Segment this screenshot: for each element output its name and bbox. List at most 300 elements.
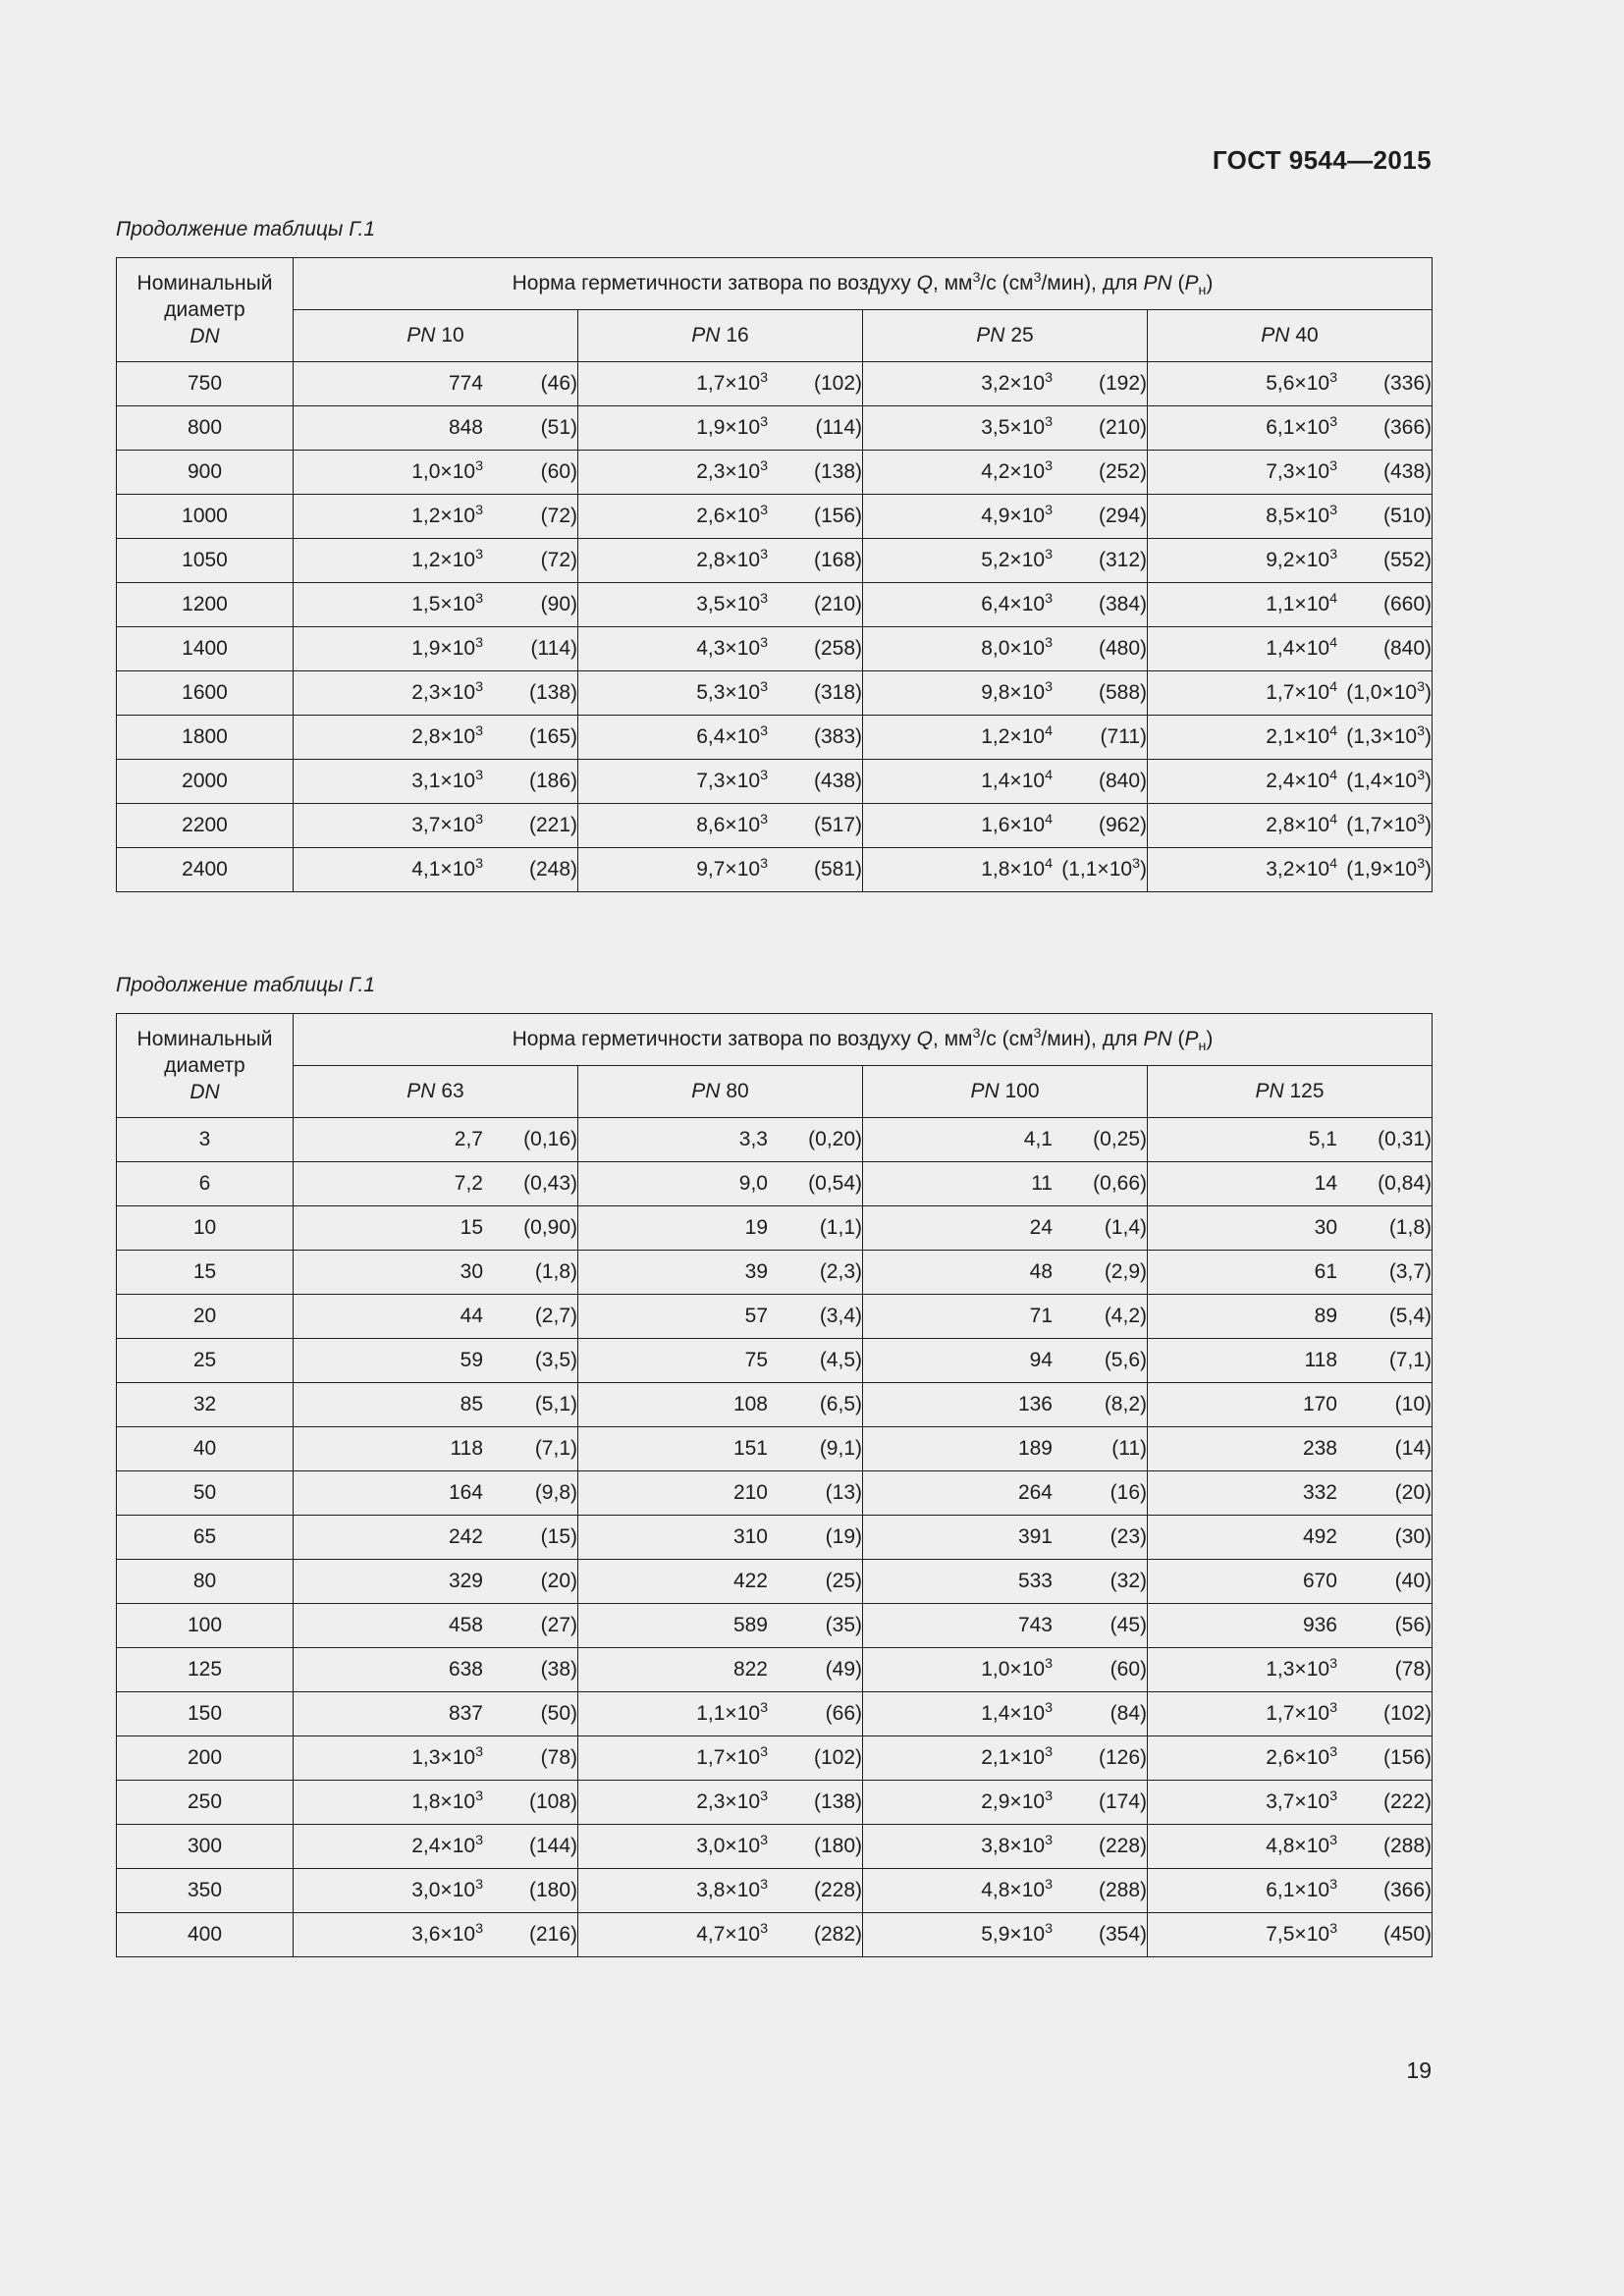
cell-leak-rate (863, 1560, 1148, 1604)
table-row (117, 1383, 1433, 1427)
value-cm3min: (5,4) (1388, 1305, 1432, 1327)
table-row (117, 848, 1433, 892)
value-cm3min: (1,8) (1388, 1216, 1432, 1239)
value-mm3s: 492 (1302, 1525, 1337, 1548)
value-cm3min: (45) (1110, 1614, 1147, 1636)
cell-leak-rate (863, 406, 1148, 451)
value-cm3min: (56) (1394, 1614, 1432, 1636)
cell-leak-rate (1148, 1251, 1433, 1295)
cell-leak-rate (863, 1692, 1148, 1736)
value-cm3min: (0,25) (1093, 1128, 1147, 1150)
header-pn-1 (578, 310, 863, 362)
cell-leak-rate (294, 406, 578, 451)
cell-leak-rate (1148, 362, 1433, 406)
value-mm3s: $2,8\times 10^3$ (696, 547, 768, 571)
value-cm3min: (7,1) (534, 1437, 577, 1460)
value-mm3s: $4,9\times 10^3$ (981, 503, 1053, 527)
value-cm3min: (114) (530, 637, 577, 660)
value-cm3min: (84) (1110, 1702, 1147, 1725)
pn-value: 63 (435, 1080, 464, 1102)
value-cm3min: (510) (1382, 505, 1432, 527)
header-dn-line2: диаметр (164, 1053, 245, 1077)
span-pn: PN (1143, 1028, 1172, 1050)
table-row (117, 362, 1433, 406)
table-2-header (117, 1014, 1433, 1118)
cell-leak-rate (578, 583, 863, 627)
cell-leak-rate (1148, 1383, 1433, 1427)
header-dn-symbol: DN (189, 325, 220, 348)
pn-label: PN (1261, 324, 1290, 347)
value-cm3min: (660) (1382, 593, 1432, 615)
value-mm3s: $2,6\times 10^3$ (1266, 1744, 1337, 1769)
cell-nominal-diameter: 350 (117, 1869, 294, 1913)
cell-nominal-diameter: 65 (117, 1516, 294, 1560)
table-row (117, 583, 1433, 627)
value-cm3min: (126) (1098, 1746, 1147, 1769)
cell-leak-rate (1148, 1427, 1433, 1471)
cell-leak-rate (578, 1251, 863, 1295)
cell-leak-rate (294, 760, 578, 804)
cell-leak-rate (578, 671, 863, 716)
cell-leak-rate (294, 1736, 578, 1781)
cell-leak-rate (294, 495, 578, 539)
cell-leak-rate (1148, 716, 1433, 760)
cell-leak-rate (578, 1825, 863, 1869)
value-mm3s: $3,7\times 10^3$ (1266, 1789, 1337, 1813)
span-mid1: , мм (932, 272, 973, 294)
value-mm3s: $1,4\times 10^3$ (981, 1700, 1053, 1725)
value-cm3min: (50) (540, 1702, 577, 1725)
value-cm3min: $(1,3\times 10^3)$ (1346, 723, 1432, 748)
value-mm3s: 310 (732, 1525, 768, 1548)
value-mm3s: $1,4\times 10^4$ (1266, 635, 1337, 660)
cell-leak-rate (578, 1869, 863, 1913)
cell-nominal-diameter: 25 (117, 1339, 294, 1383)
cell-nominal-diameter: 250 (117, 1781, 294, 1825)
cell-leak-rate (578, 848, 863, 892)
value-mm3s: $3,8\times 10^3$ (981, 1833, 1053, 1857)
cell-leak-rate (1148, 1913, 1433, 1957)
value-mm3s: $1,0\times 10^3$ (981, 1656, 1053, 1681)
value-cm3min: (0,20) (808, 1128, 862, 1150)
value-cm3min: (438) (1382, 460, 1432, 483)
value-cm3min: (216) (528, 1923, 577, 1946)
span-q: Q (916, 1028, 933, 1050)
value-cm3min: (2,3) (819, 1260, 862, 1283)
value-cm3min: (156) (813, 505, 862, 527)
value-mm3s: $1,2\times 10^3$ (411, 547, 483, 571)
table-row (117, 1913, 1433, 1957)
value-cm3min: (51) (540, 416, 577, 439)
value-mm3s: $2,1\times 10^4$ (1266, 723, 1337, 748)
table-row (117, 804, 1433, 848)
value-mm3s: $4,2\times 10^3$ (981, 458, 1053, 483)
cell-leak-rate (863, 362, 1148, 406)
span-open: ( (1171, 272, 1185, 294)
value-mm3s: 936 (1302, 1614, 1337, 1636)
cell-leak-rate (863, 1251, 1148, 1295)
table-row (117, 1692, 1433, 1736)
cell-leak-rate (294, 1471, 578, 1516)
value-mm3s: $2,8\times 10^3$ (411, 723, 483, 748)
cell-leak-rate (1148, 627, 1433, 671)
value-cm3min: (3,5) (534, 1349, 577, 1371)
value-cm3min: (366) (1382, 1879, 1432, 1901)
value-mm3s: $7,5\times 10^3$ (1266, 1921, 1337, 1946)
value-mm3s: $2,8\times 10^4$ (1266, 812, 1337, 836)
value-mm3s: $9,2\times 10^3$ (1266, 547, 1337, 571)
cell-nominal-diameter: 1050 (117, 539, 294, 583)
value-cm3min: (8,2) (1104, 1393, 1147, 1415)
value-mm3s: $8,5\times 10^3$ (1266, 503, 1337, 527)
cell-leak-rate (294, 539, 578, 583)
pn-value: 100 (999, 1080, 1040, 1102)
value-cm3min: (0,31) (1378, 1128, 1432, 1150)
value-mm3s: $3,8\times 10^3$ (696, 1877, 768, 1901)
value-mm3s: $1,9\times 10^3$ (696, 414, 768, 439)
value-cm3min: (210) (813, 593, 862, 615)
value-cm3min: (180) (813, 1835, 862, 1857)
value-cm3min: (711) (1100, 725, 1147, 748)
value-mm3s: $9,8\times 10^3$ (981, 679, 1053, 704)
pn-label: PN (691, 1080, 721, 1102)
value-mm3s: $2,1\times 10^3$ (981, 1744, 1053, 1769)
cell-leak-rate (578, 804, 863, 848)
header-pn-0 (294, 1066, 578, 1118)
cell-nominal-diameter: 10 (117, 1206, 294, 1251)
value-cm3min: (32) (1110, 1570, 1147, 1592)
value-cm3min: (0,90) (523, 1216, 577, 1239)
value-mm3s: $2,3\times 10^3$ (411, 679, 483, 704)
value-cm3min: (2,7) (534, 1305, 577, 1327)
value-mm3s: $3,5\times 10^3$ (696, 591, 768, 615)
value-mm3s: 85 (460, 1393, 483, 1415)
cell-nominal-diameter: 400 (117, 1913, 294, 1957)
value-cm3min: (2,9) (1104, 1260, 1147, 1283)
value-mm3s: $1,3\times 10^3$ (411, 1744, 483, 1769)
pn-label: PN (406, 324, 436, 347)
cell-leak-rate (1148, 583, 1433, 627)
table-row (117, 1471, 1433, 1516)
value-mm3s: $2,6\times 10^3$ (696, 503, 768, 527)
table-row (117, 495, 1433, 539)
value-cm3min: (27) (540, 1614, 577, 1636)
value-cm3min: (222) (1382, 1790, 1432, 1813)
value-cm3min: (5,6) (1104, 1349, 1147, 1371)
value-cm3min: (354) (1098, 1923, 1147, 1946)
cell-leak-rate (1148, 1736, 1433, 1781)
value-cm3min: (0,43) (523, 1172, 577, 1195)
value-mm3s: 61 (1314, 1260, 1337, 1283)
table-1-body (117, 362, 1433, 892)
value-mm3s: $6,1\times 10^3$ (1266, 1877, 1337, 1901)
cell-leak-rate (578, 1339, 863, 1383)
table-row (117, 451, 1433, 495)
value-mm3s: $2,9\times 10^3$ (981, 1789, 1053, 1813)
cell-leak-rate (1148, 1604, 1433, 1648)
value-cm3min: $(1,7\times 10^3)$ (1346, 812, 1432, 836)
cell-leak-rate (578, 362, 863, 406)
value-mm3s: $1,0\times 10^3$ (411, 458, 483, 483)
cell-leak-rate (294, 1648, 578, 1692)
pn-value: 25 (1004, 324, 1034, 347)
cell-leak-rate (294, 1251, 578, 1295)
value-cm3min: (49) (825, 1658, 862, 1681)
value-mm3s: 94 (1029, 1349, 1053, 1371)
span-sup1: 3 (972, 1026, 981, 1041)
cell-leak-rate (294, 1295, 578, 1339)
value-mm3s: 11 (1031, 1172, 1053, 1195)
value-cm3min: (180) (528, 1879, 577, 1901)
value-cm3min: (581) (813, 858, 862, 881)
span-open: ( (1171, 1028, 1185, 1050)
cell-leak-rate (578, 1736, 863, 1781)
value-cm3min: (1,4) (1104, 1216, 1147, 1239)
cell-leak-rate (1148, 848, 1433, 892)
value-cm3min: (962) (1098, 814, 1147, 836)
value-cm3min: (46) (540, 372, 577, 395)
cell-leak-rate (294, 451, 578, 495)
value-mm3s: 5,1 (1308, 1128, 1337, 1150)
value-mm3s: 422 (732, 1570, 768, 1592)
value-mm3s: $6,1\times 10^3$ (1266, 414, 1337, 439)
cell-leak-rate (863, 1339, 1148, 1383)
value-cm3min: (552) (1382, 549, 1432, 571)
value-cm3min: (6,5) (819, 1393, 862, 1415)
value-cm3min: (66) (825, 1702, 862, 1725)
value-mm3s: 57 (744, 1305, 768, 1327)
cell-leak-rate (1148, 1692, 1433, 1736)
cell-leak-rate (294, 716, 578, 760)
value-cm3min: (1,8) (534, 1260, 577, 1283)
cell-nominal-diameter: 750 (117, 362, 294, 406)
span-sup1: 3 (972, 270, 981, 286)
cell-leak-rate (294, 1339, 578, 1383)
cell-leak-rate (1148, 1206, 1433, 1251)
cell-leak-rate (863, 1206, 1148, 1251)
value-cm3min: $(1,0\times 10^3)$ (1346, 679, 1432, 704)
header-pn-2 (863, 310, 1148, 362)
value-mm3s: 238 (1302, 1437, 1337, 1460)
cell-leak-rate (1148, 1560, 1433, 1604)
value-mm3s: 19 (744, 1216, 768, 1239)
page-number: 19 (1406, 2057, 1432, 2083)
value-mm3s: 670 (1302, 1570, 1337, 1592)
value-cm3min: (108) (528, 1790, 577, 1813)
value-mm3s: 3,3 (738, 1128, 768, 1150)
table-caption-2: Продолжение таблицы Г.1 (116, 974, 376, 996)
value-cm3min: $(1,4\times 10^3)$ (1346, 768, 1432, 792)
header-nominal-diameter (117, 258, 294, 362)
value-mm3s: $3,1\times 10^3$ (411, 768, 483, 792)
cell-leak-rate (578, 406, 863, 451)
cell-leak-rate (294, 627, 578, 671)
table-row (117, 760, 1433, 804)
value-cm3min: (90) (540, 593, 577, 615)
value-mm3s: 59 (460, 1349, 483, 1371)
table-row (117, 1825, 1433, 1869)
cell-leak-rate (863, 804, 1148, 848)
value-mm3s: $2,3\times 10^3$ (696, 1789, 768, 1813)
cell-leak-rate (1148, 1339, 1433, 1383)
value-cm3min: (14) (1394, 1437, 1432, 1460)
value-mm3s: 9,0 (738, 1172, 768, 1195)
value-mm3s: 39 (744, 1260, 768, 1283)
value-cm3min: (102) (1382, 1702, 1432, 1725)
value-mm3s: $2,4\times 10^4$ (1266, 768, 1337, 792)
standard-header: ГОСТ 9544—2015 (1212, 145, 1432, 175)
header-pn-3 (1148, 1066, 1433, 1118)
cell-leak-rate (863, 1295, 1148, 1339)
cell-leak-rate (863, 1781, 1148, 1825)
cell-nominal-diameter: 1400 (117, 627, 294, 671)
table-row (117, 1781, 1433, 1825)
value-cm3min: (168) (813, 549, 862, 571)
cell-leak-rate (294, 1913, 578, 1957)
value-cm3min: (35) (825, 1614, 862, 1636)
cell-nominal-diameter: 6 (117, 1162, 294, 1206)
cell-leak-rate (294, 1118, 578, 1162)
value-cm3min: (144) (528, 1835, 577, 1857)
value-cm3min: (102) (813, 372, 862, 395)
pn-value: 40 (1289, 324, 1319, 347)
value-cm3min: (7,1) (1388, 1349, 1432, 1371)
value-cm3min: (72) (540, 549, 577, 571)
value-mm3s: $3,2\times 10^4$ (1266, 856, 1337, 881)
table-row (117, 1648, 1433, 1692)
span-mid2: /с (см (980, 272, 1034, 294)
value-mm3s: $1,7\times 10^4$ (1266, 679, 1337, 704)
cell-leak-rate (578, 451, 863, 495)
value-cm3min: $(1,9\times 10^3)$ (1346, 856, 1432, 881)
span-prefix: Норма герметичности затвора по воздуху (512, 272, 917, 294)
value-cm3min: (30) (1394, 1525, 1432, 1548)
table-row (117, 1118, 1433, 1162)
cell-nominal-diameter: 2400 (117, 848, 294, 892)
value-cm3min: (138) (813, 460, 862, 483)
value-mm3s: 638 (448, 1658, 483, 1681)
value-cm3min: (0,84) (1378, 1172, 1432, 1195)
cell-leak-rate (1148, 451, 1433, 495)
table-row (117, 1869, 1433, 1913)
value-mm3s: 774 (448, 372, 483, 395)
cell-leak-rate (1148, 1516, 1433, 1560)
value-cm3min: (450) (1382, 1923, 1432, 1946)
cell-nominal-diameter: 80 (117, 1560, 294, 1604)
cell-leak-rate (863, 1471, 1148, 1516)
value-mm3s: 75 (744, 1349, 768, 1371)
value-mm3s: $1,8\times 10^3$ (411, 1789, 483, 1813)
value-cm3min: (25) (825, 1570, 862, 1592)
cell-leak-rate (578, 716, 863, 760)
value-cm3min: (288) (1382, 1835, 1432, 1857)
value-mm3s: $2,3\times 10^3$ (696, 458, 768, 483)
span-mid1: , мм (932, 1028, 973, 1050)
cell-leak-rate (1148, 1118, 1433, 1162)
cell-leak-rate (578, 1692, 863, 1736)
value-mm3s: $1,7\times 10^3$ (1266, 1700, 1337, 1725)
cell-leak-rate (294, 1560, 578, 1604)
value-mm3s: 118 (450, 1437, 483, 1460)
table-1-pn-row (117, 310, 1433, 362)
cell-nominal-diameter: 1000 (117, 495, 294, 539)
cell-leak-rate (578, 1383, 863, 1427)
cell-leak-rate (294, 1604, 578, 1648)
cell-leak-rate (578, 1206, 863, 1251)
cell-leak-rate (863, 495, 1148, 539)
value-cm3min: (840) (1382, 637, 1432, 660)
value-mm3s: 44 (460, 1305, 483, 1327)
span-mid3: /мин), для (1041, 1028, 1144, 1050)
value-mm3s: $1,2\times 10^4$ (981, 723, 1053, 748)
span-mid3: /мин), для (1041, 272, 1144, 294)
value-mm3s: 15 (460, 1216, 483, 1239)
span-sub: н (1198, 1039, 1207, 1055)
cell-leak-rate (578, 1118, 863, 1162)
cell-nominal-diameter: 3 (117, 1118, 294, 1162)
value-cm3min: (0,66) (1093, 1172, 1147, 1195)
value-mm3s: 332 (1302, 1481, 1337, 1504)
value-mm3s: $1,7\times 10^3$ (696, 370, 768, 395)
cell-leak-rate (863, 716, 1148, 760)
cell-nominal-diameter: 2200 (117, 804, 294, 848)
header-pn-2 (863, 1066, 1148, 1118)
value-mm3s: 151 (732, 1437, 768, 1460)
value-cm3min: (517) (813, 814, 862, 836)
cell-leak-rate (1148, 406, 1433, 451)
cell-leak-rate (294, 1781, 578, 1825)
value-mm3s: $4,8\times 10^3$ (1266, 1833, 1337, 1857)
value-mm3s: 242 (448, 1525, 483, 1548)
value-mm3s: 189 (1017, 1437, 1053, 1460)
value-cm3min: (318) (813, 681, 862, 704)
value-cm3min: (480) (1098, 637, 1147, 660)
value-mm3s: $3,7\times 10^3$ (411, 812, 483, 836)
value-mm3s: 30 (1314, 1216, 1337, 1239)
header-pn-3 (1148, 310, 1433, 362)
value-mm3s: $1,8\times 10^4$ (981, 856, 1053, 881)
value-mm3s: $3,2\times 10^3$ (981, 370, 1053, 395)
cell-nominal-diameter: 125 (117, 1648, 294, 1692)
header-nominal-diameter (117, 1014, 294, 1118)
header-leak-rate-span (294, 258, 1433, 310)
value-cm3min: (210) (1098, 416, 1147, 439)
value-cm3min: (438) (813, 770, 862, 792)
cell-nominal-diameter: 200 (117, 1736, 294, 1781)
cell-leak-rate (1148, 1471, 1433, 1516)
cell-nominal-diameter: 1200 (117, 583, 294, 627)
cell-leak-rate (863, 1736, 1148, 1781)
value-mm3s: $5,6\times 10^3$ (1266, 370, 1337, 395)
pn-value: 16 (720, 324, 749, 347)
cell-leak-rate (1148, 760, 1433, 804)
cell-leak-rate (863, 848, 1148, 892)
table-row (117, 1339, 1433, 1383)
cell-nominal-diameter: 100 (117, 1604, 294, 1648)
value-cm3min: (228) (1098, 1835, 1147, 1857)
value-mm3s: 4,1 (1023, 1128, 1053, 1150)
span-sub: н (1198, 283, 1207, 299)
value-cm3min: (221) (528, 814, 577, 836)
value-cm3min: (252) (1098, 460, 1147, 483)
cell-leak-rate (294, 1162, 578, 1206)
value-cm3min: (288) (1098, 1879, 1147, 1901)
value-cm3min: (840) (1098, 770, 1147, 792)
table-row (117, 671, 1433, 716)
value-cm3min: (60) (540, 460, 577, 483)
cell-leak-rate (578, 495, 863, 539)
cell-leak-rate (578, 1295, 863, 1339)
